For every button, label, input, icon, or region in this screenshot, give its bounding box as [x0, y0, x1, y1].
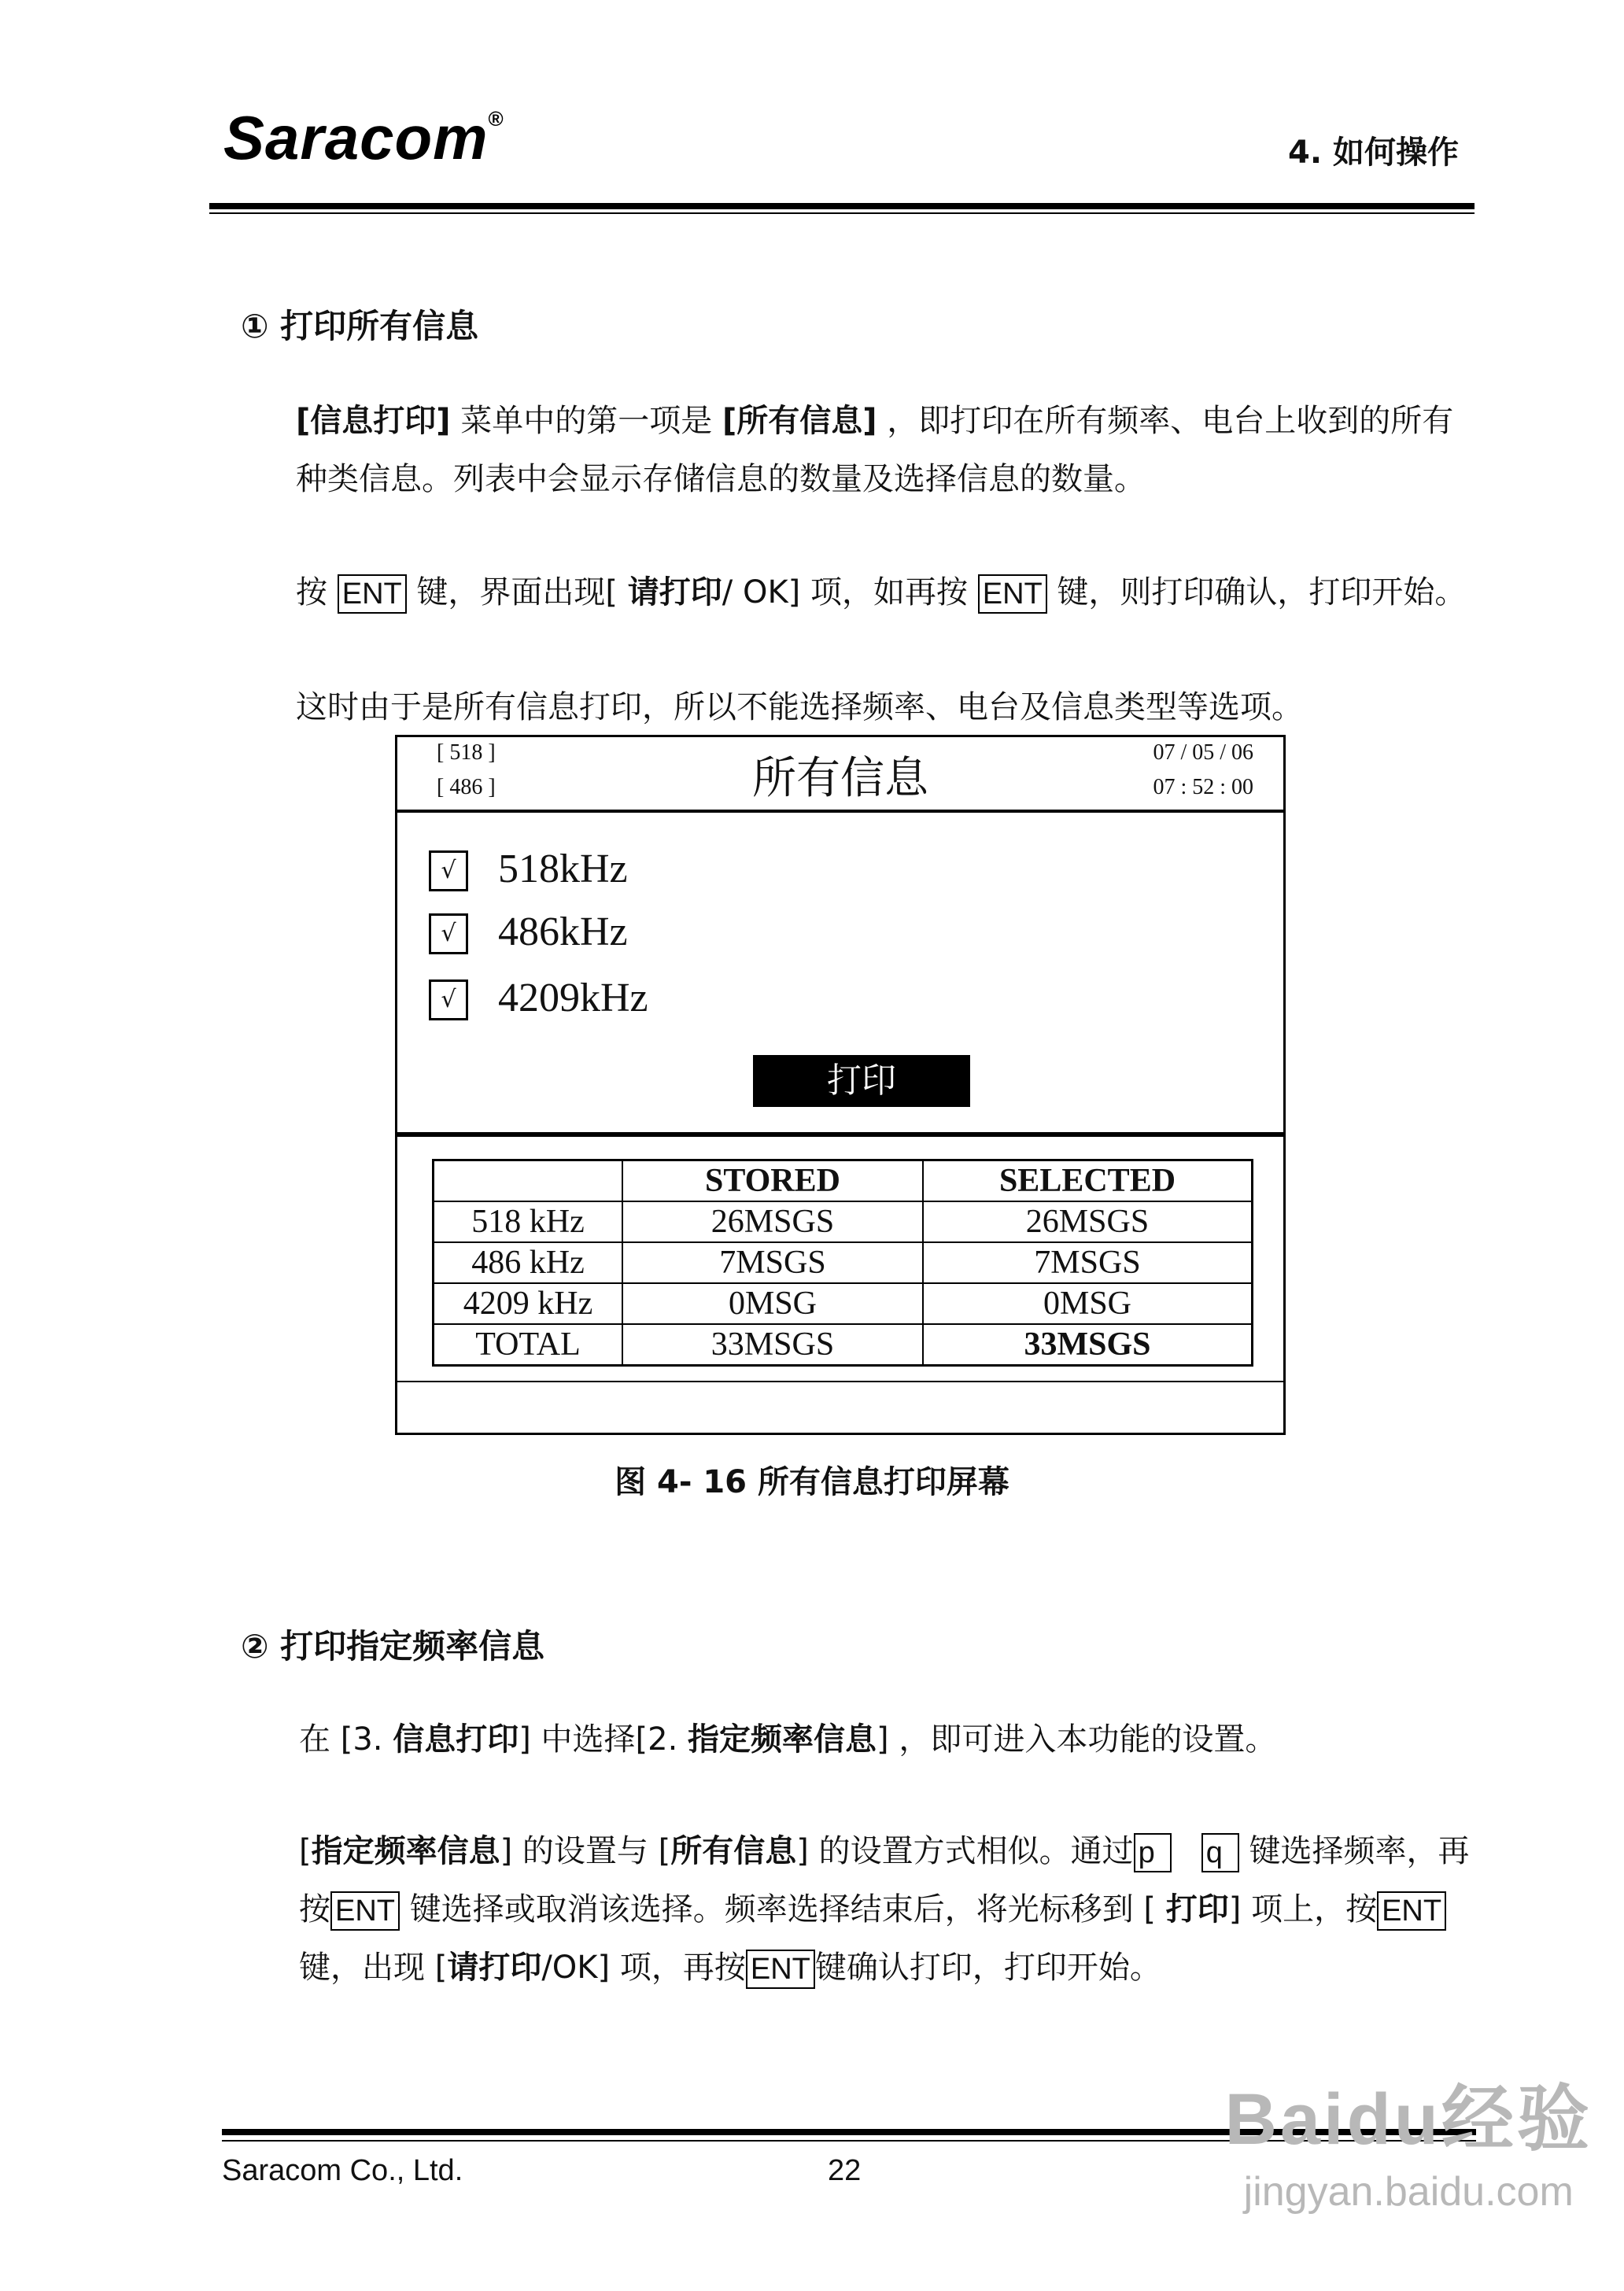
table-cell: TOTAL [434, 1324, 623, 1366]
table-cell: 7MSGS [923, 1242, 1253, 1283]
text-span: 键，则打印确认，打印开始。 [1046, 574, 1467, 611]
text-span: 键确认打印，打印开始。 [814, 1950, 1161, 1986]
table-row [434, 1201, 1253, 1242]
text-bold: 请打印 [627, 574, 722, 611]
table-cell: 26MSGS [923, 1201, 1253, 1242]
channel-1: [ 518 ] [437, 740, 496, 765]
screen-time: 07 : 52 : 00 [1153, 775, 1253, 799]
message-stats-table [432, 1159, 1253, 1367]
text-bold: 打印 [1165, 1891, 1229, 1928]
section1-paragraph2 [296, 563, 1476, 622]
baidu-watermark [1224, 2061, 1593, 2215]
chapter-title: 4. 如何操作 [1288, 135, 1459, 171]
text-span: ，即打印在所有频率、电台上收到的所有种类信息。列表中会显示存储信息的数量及选择信息的数量。 [296, 403, 1454, 497]
section2-paragraph1 [299, 1710, 1479, 1769]
device-screen [395, 735, 1286, 1435]
text-span: ] 中选择[2. [519, 1721, 688, 1758]
saracom-logo [223, 102, 504, 174]
watermark-url: jingyan.baidu.com [1243, 2169, 1574, 2215]
ent-key: ENT [1377, 1891, 1446, 1931]
section1-paragraph3: 这时由于是所有信息打印，所以不能选择频率、电台及信息类型等选项。 [296, 689, 1303, 725]
screen-status-line [397, 1381, 1283, 1382]
section1-title: ① 打印所有信息 [241, 307, 479, 345]
table-row [434, 1283, 1253, 1324]
ent-key: ENT [746, 1950, 815, 1989]
header-rule-thick [209, 203, 1475, 209]
text-span: ] 的设置与 [ [500, 1833, 671, 1869]
text-bold: 请打印 [447, 1950, 542, 1986]
text-span: 键选择或取消该选择。频率选择结束后，将光标移到 [ [400, 1891, 1166, 1928]
ent-key: ENT [338, 574, 407, 614]
text-span: 按 [296, 574, 338, 611]
down-key: q [1201, 1833, 1239, 1872]
section1-paragraph1 [296, 392, 1476, 508]
checkbox-icon[interactable]: √ [429, 979, 468, 1020]
registered-mark: ® [488, 107, 504, 131]
screen-date: 07 / 05 / 06 [1153, 740, 1253, 765]
footer-company: Saracom Co., Ltd. [222, 2154, 463, 2187]
menu-ref-all-info: [所有信息] [722, 403, 877, 439]
text-span: / OK] 项，如再按 [722, 574, 978, 611]
checkbox-icon[interactable]: √ [429, 850, 468, 891]
watermark-brand: Baidu经验 [1224, 2079, 1593, 2160]
table-header-cell [434, 1160, 623, 1202]
up-key: p [1134, 1833, 1172, 1872]
table-cell: 33MSGS [622, 1324, 923, 1366]
text-bold: 指定频率信息 [311, 1833, 500, 1869]
freq-label: 4209kHz [498, 976, 648, 1020]
text-span: ] 项上，按 [1228, 1891, 1378, 1928]
table-row-total [434, 1324, 1253, 1366]
logo-text: Saracom [223, 103, 489, 172]
table-header-cell: SELECTED [923, 1160, 1253, 1202]
text-span: 键选择频率，再按 [299, 1833, 1470, 1928]
screen-title: 所有信息 [752, 753, 928, 804]
section2-title: ② 打印指定频率信息 [241, 1627, 545, 1666]
page-number: 22 [828, 2154, 862, 2187]
table-cell: 4209 kHz [434, 1283, 623, 1324]
checkbox-icon[interactable]: √ [429, 913, 468, 954]
menu-ref-info-print: [信息打印] [296, 403, 451, 439]
ent-key: ENT [330, 1891, 400, 1931]
text-span: 键，出现 [ [299, 1950, 448, 1986]
print-button[interactable]: 打印 [753, 1055, 970, 1107]
table-cell: 518 kHz [434, 1201, 623, 1242]
channel-2: [ 486 ] [437, 775, 496, 799]
text-span: 在 [3. [299, 1721, 393, 1758]
header-rule-thin [209, 212, 1475, 214]
text-bold: 信息打印 [393, 1721, 519, 1758]
table-header-row [434, 1160, 1253, 1202]
freq-label: 486kHz [498, 909, 628, 954]
text-span: [ [299, 1833, 312, 1869]
table-cell: 7MSGS [622, 1242, 923, 1283]
ent-key: ENT [978, 574, 1047, 614]
text-bold: 所有信息 [670, 1833, 797, 1869]
text-span: /OK] 项，再按 [541, 1950, 746, 1986]
table-cell: 0MSG [622, 1283, 923, 1324]
screen-header [397, 737, 1283, 813]
section2-paragraph2 [299, 1822, 1479, 1997]
table-row [434, 1242, 1253, 1283]
table-header-cell: STORED [622, 1160, 923, 1202]
table-cell: 26MSGS [622, 1201, 923, 1242]
text-span: 菜单中的第一项是 [450, 403, 722, 439]
table-cell: 486 kHz [434, 1242, 623, 1283]
text-span: 键，界面出现[ [406, 574, 628, 611]
freq-label: 518kHz [498, 847, 628, 891]
text-span: ] ，即可进入本功能的设置。 [877, 1721, 1277, 1758]
screen-divider [397, 1132, 1283, 1137]
figure-caption: 图 4- 16 所有信息打印屏幕 [615, 1464, 1009, 1500]
table-cell: 0MSG [923, 1283, 1253, 1324]
text-span: ] 的设置方式相似。通过 [796, 1833, 1134, 1869]
table-cell: 33MSGS [923, 1324, 1253, 1366]
text-bold: 指定频率信息 [688, 1721, 877, 1758]
